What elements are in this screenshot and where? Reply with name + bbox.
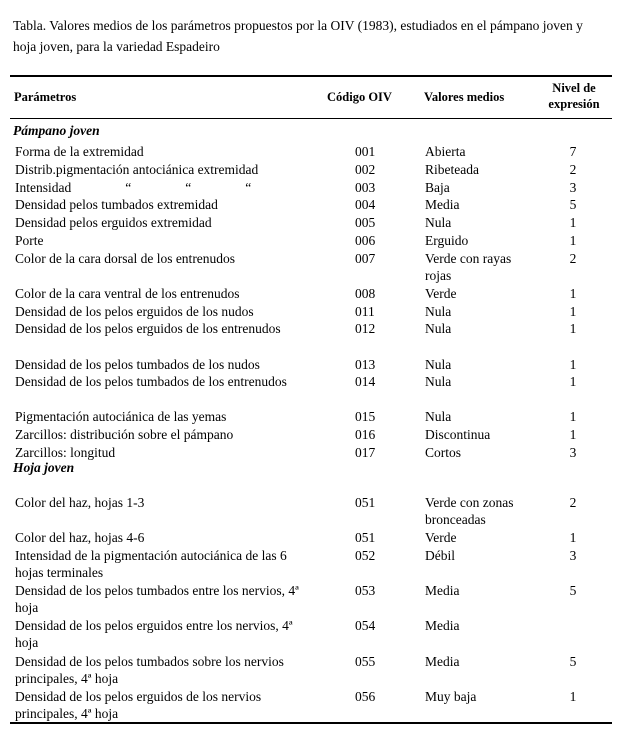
- cell-parametro: Densidad de los pelos tumbados de los nudos: [15, 357, 260, 372]
- cell-valor: Cortos: [425, 445, 462, 460]
- cell-parametro: Color de la cara dorsal de los entrenudos: [15, 251, 236, 266]
- ditto-mark: “: [245, 180, 252, 195]
- ditto-mark: “: [125, 180, 132, 195]
- header-parametros: Parámetros: [14, 90, 77, 104]
- header-nivel: Nivel de expresión: [548, 81, 600, 111]
- cell-codigo: 002: [355, 162, 376, 177]
- cell-valor: Nula: [425, 374, 452, 389]
- cell-valor: Discontinua: [425, 427, 491, 442]
- cell-valor: Verde con zonas bronceadas: [425, 495, 514, 527]
- cell-parametro: Pigmentación autociánica de las yemas: [15, 409, 227, 424]
- cell-codigo: 007: [355, 251, 376, 266]
- cell-codigo: 014: [355, 374, 376, 389]
- cell-nivel: 7: [569, 144, 577, 159]
- cell-valor: Media: [425, 583, 460, 598]
- cell-parametro: Densidad de los pelos tumbados de los entrenudos: [15, 374, 287, 389]
- cell-codigo: 056: [355, 689, 376, 704]
- cell-parametro: Porte: [15, 233, 44, 248]
- cell-parametro: Color de la cara ventral de los entrenudos: [15, 286, 240, 301]
- cell-codigo: 006: [355, 233, 376, 248]
- cell-parametro: Forma de la extremidad: [15, 144, 144, 159]
- cell-codigo: 004: [355, 197, 376, 212]
- cell-parametro: Color del haz, hojas 1-3: [15, 495, 145, 510]
- cell-codigo: 001: [355, 144, 376, 159]
- cell-nivel: 2: [569, 495, 577, 510]
- ditto-mark: “: [185, 180, 192, 195]
- cell-parametro: Distrib.pigmentación antociánica extremidad: [15, 162, 259, 177]
- cell-valor: Nula: [425, 215, 452, 230]
- section-pampano: Pámpano joven: [13, 123, 100, 138]
- cell-codigo: 051: [355, 495, 376, 510]
- cell-codigo: 011: [355, 304, 375, 319]
- cell-codigo: 012: [355, 321, 376, 336]
- cell-nivel: 1: [569, 357, 577, 372]
- cell-valor: Verde: [425, 530, 457, 545]
- cell-parametro: Densidad de los pelos erguidos de los nudos: [15, 304, 254, 319]
- cell-parametro: Densidad de los pelos erguidos de los nervios principales, 4ª hoja: [15, 689, 262, 721]
- cell-parametro: Intensidad “ “ “: [15, 180, 252, 195]
- table-header: [0, 80, 622, 118]
- cell-codigo: 015: [355, 409, 376, 424]
- cell-codigo: 013: [355, 357, 376, 372]
- cell-valor: Nula: [425, 304, 452, 319]
- cell-valor: Baja: [425, 180, 450, 195]
- cell-nivel: 2: [569, 162, 577, 177]
- cell-parametro: Densidad pelos tumbados extremidad: [15, 197, 218, 212]
- cell-nivel: 1: [569, 689, 577, 704]
- cell-codigo: 008: [355, 286, 376, 301]
- cell-codigo: 055: [355, 654, 376, 669]
- cell-valor: Nula: [425, 409, 452, 424]
- header-rule: [10, 118, 612, 119]
- cell-valor: Media: [425, 197, 460, 212]
- cell-nivel: 1: [569, 427, 577, 442]
- header-valores: Valores medios: [424, 90, 505, 104]
- cell-valor: Abierta: [425, 144, 466, 159]
- cell-valor: Nula: [425, 321, 452, 336]
- cell-nivel: 3: [569, 548, 577, 563]
- cell-nivel: 1: [569, 286, 577, 301]
- cell-codigo: 054: [355, 618, 376, 633]
- cell-nivel: 1: [569, 304, 577, 319]
- cell-nivel: 2: [569, 251, 577, 266]
- top-rule: [10, 75, 612, 77]
- cell-nivel: 1: [569, 233, 577, 248]
- cell-parametro: Densidad de los pelos tumbados sobre los nervios principales, 4ª hoja: [15, 654, 284, 686]
- table-caption: Tabla. Valores medios de los parámetros propuestos por la OIV (1983), estudiados en el pámpano joven y hoja joven, para la variedad Espadeiro: [13, 18, 583, 54]
- cell-valor: Media: [425, 618, 460, 633]
- cell-nivel: 1: [569, 374, 577, 389]
- cell-nivel: 1: [569, 409, 577, 424]
- cell-codigo: 005: [355, 215, 376, 230]
- cell-nivel: 5: [569, 654, 577, 669]
- cell-codigo: 052: [355, 548, 376, 563]
- cell-valor: Erguido: [425, 233, 469, 248]
- cell-valor: Débil: [425, 548, 455, 563]
- cell-parametro: Zarcillos: longitud: [15, 445, 116, 460]
- cell-valor: Muy baja: [425, 689, 477, 704]
- section-hoja: Hoja joven: [13, 460, 75, 475]
- bottom-rule: [10, 722, 612, 724]
- cell-parametro: Densidad de los pelos tumbados entre los nervios, 4ª hoja: [15, 583, 299, 615]
- cell-nivel: 5: [569, 197, 577, 212]
- cell-valor: Ribeteada: [425, 162, 479, 177]
- cell-nivel: 1: [569, 321, 577, 336]
- cell-nivel: 3: [569, 445, 577, 460]
- cell-parametro: Densidad de los pelos erguidos entre los nervios, 4ª hoja: [15, 618, 293, 650]
- cell-parametro: Densidad pelos erguidos extremidad: [15, 215, 212, 230]
- cell-valor: Verde: [425, 286, 457, 301]
- cell-nivel: 3: [569, 180, 577, 195]
- cell-valor: Media: [425, 654, 460, 669]
- cell-parametro: Densidad de los pelos erguidos de los entrenudos: [15, 321, 281, 336]
- cell-codigo: 051: [355, 530, 376, 545]
- cell-codigo: 016: [355, 427, 376, 442]
- cell-nivel: 5: [569, 583, 577, 598]
- cell-codigo: 053: [355, 583, 376, 598]
- cell-parametro: Zarcillos: distribución sobre el pámpano: [15, 427, 234, 442]
- cell-codigo: 017: [355, 445, 376, 460]
- cell-parametro: Intensidad de la pigmentación autociánica de las 6 hojas terminales: [15, 548, 287, 580]
- cell-nivel: 1: [569, 215, 577, 230]
- cell-valor: Nula: [425, 357, 452, 372]
- cell-parametro: Color del haz, hojas 4-6: [15, 530, 145, 545]
- cell-nivel: 1: [569, 530, 577, 545]
- cell-codigo: 003: [355, 180, 376, 195]
- header-codigo: Código OIV: [327, 90, 392, 104]
- cell-valor: Verde con rayas rojas: [425, 251, 512, 283]
